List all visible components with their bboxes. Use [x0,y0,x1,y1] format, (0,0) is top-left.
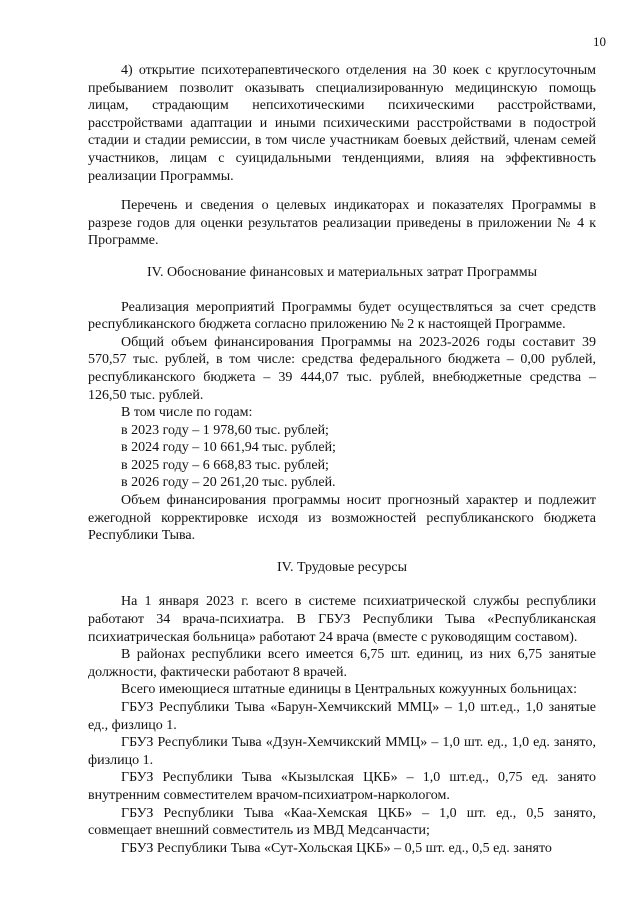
paragraph-finance-forecast: Объем финансирования программы носит прогнозный характер и подлежит ежегодной корректировке исходя из возможностей республиканского бюджета Республики Тыва. [88,493,596,544]
paragraph-item-4: 4) открытие психотерапевтического отделения на 30 коек с круглосуточным пребыванием позволит оказывать специализированную медицинскую помощь лицам, страдающим непсихотическими психическими расстройствами, расстройствами адаптации и иными психическими расстройствами в подострой стадии и стадии ремиссии, в том числе участникам боевых действий, членам семей участников, лицам с суицидальными тенденциями, влияя на эффективность реализации Программы. [88,63,596,184]
page-number: 10 [593,34,606,49]
year-item: в 2026 году – 20 261,20 тыс. рублей. [121,475,336,491]
year-item: в 2024 году – 10 661,94 тыс. рублей; [121,440,336,456]
year-item: в 2023 году – 1 978,60 тыс. рублей; [121,422,329,438]
paragraph-by-years: В том числе по годам: [121,405,253,421]
hospital-item: ГБУЗ Республики Тыва «Дзун-Хемчикский ММЦ» – 1,0 шт. ед., 1,0 ед. занято, физлицо 1. [88,735,596,768]
hospital-item: ГБУЗ Республики Тыва «Сут-Хольская ЦКБ» – 0,5 шт. ед., 0,5 ед. занято [121,840,552,856]
hospital-item: ГБУЗ Республики Тыва «Каа-Хемская ЦКБ» – 1,0 шт. ед., 0,5 занято, совмещает внешний совместитель из МВД Медсанчасти; [88,805,596,839]
paragraph-labor-total: На 1 января 2023 г. всего в системе психиатрической службы республики работают 34 врача-психиатра. В ГБУЗ Республики Тыва «Республиканская психиатрическая больница» работают 24 врача (вместе с руководящим составом). [88,594,596,645]
page-content [88,62,596,857]
section-title-finance: IV. Обоснование финансовых и материальных затрат Программы [147,264,537,280]
paragraph-labor-districts: В районах республики всего имеется 6,75 шт. единиц, из них 6,75 занятые должности, фактически работают 8 врачей. [88,647,596,680]
paragraph-indicators: Перечень и сведения о целевых индикаторах и показателях Программы в разрезе годов для оценки результатов реализации приведены в приложении № 4 к Программе. [88,198,596,249]
year-item: в 2025 году – 6 668,83 тыс. рублей; [121,457,329,473]
section-title-labor: IV. Трудовые ресурсы [277,559,407,575]
paragraph-finance-source: Реализация мероприятий Программы будет осуществляться за счет средств республиканского бюджета согласно приложению № 2 к настоящей Программе. [88,299,596,333]
hospital-item: ГБУЗ Республики Тыва «Барун-Хемчикский ММЦ» – 1,0 шт.ед., 1,0 занятые ед., физлицо 1. [88,700,596,733]
paragraph-finance-total: Общий объем финансирования Программы на 2023-2026 годы составит 39 570,57 тыс. рублей, в том числе: средства федерального бюджета – 0,00 рублей, республиканского бюджета – 39 444,07 тыс. рублей, внебюджетные средства – 126,50 тыс. рублей. [88,334,596,403]
hospital-item: ГБУЗ Республики Тыва «Кызылская ЦКБ» – 1,0 шт.ед., 0,75 ед. занято внутренним совместителем врачом-психиатром-наркологом. [88,770,596,803]
paragraph-labor-hospitals-intro: Всего имеющиеся штатные единицы в Центральных кожуунных больницах: [121,682,578,698]
